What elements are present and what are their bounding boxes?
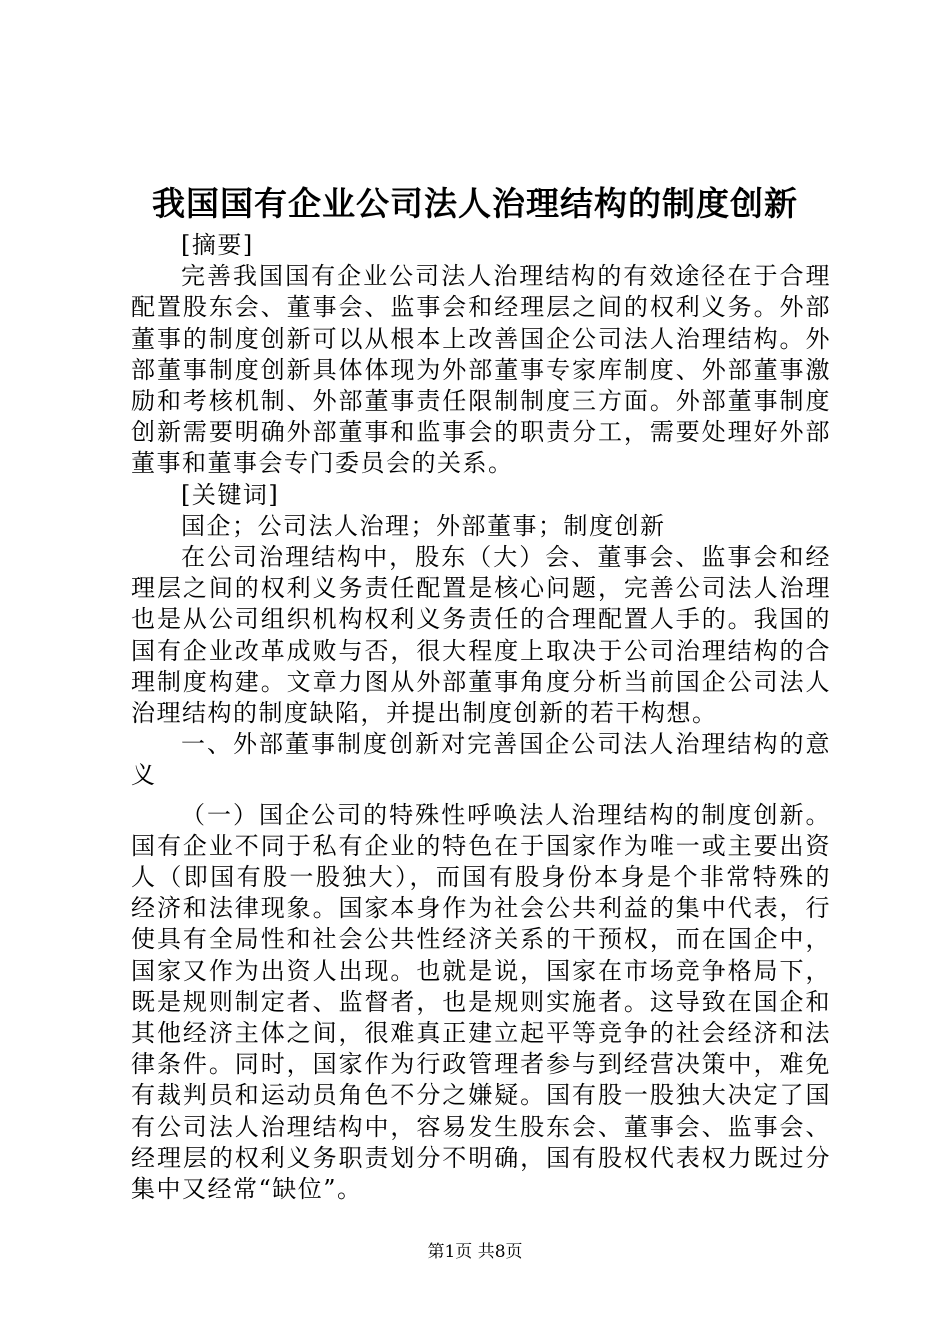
body-paragraph: （一）国企公司的特殊性呼唤法人治理结构的制度创新。国有企业不同于私有企业的特色在于国家作为唯一或主要出资人（即国有股一股独大），而国有股身份本身是个非常特殊的经济和法律现象。国家本身作为社会公共利益的集中代表，行使具有全局性和社会公共性经济关系的干预权，而在国企中，国家又作为出资人出现。也就是说，国家在市场竞争格局下，既是规则制定者、监督者，也是规则实施者。这导致在国企和其他经济主体之间，很难真正建立起平等竞争的社会经济和法律条件。同时，国家作为行政管理者参与到经营决策中，难免有裁判员和运动员角色不分之嫌疑。国有股一股独大决定了国有公司法人治理结构中，容易发生股东会、董事会、监事会、经理层的权利义务职责划分不明确，国有股权代表权力既过分集中又经常“缺位”。 — [131, 800, 831, 1204]
section-heading: 一、外部董事制度创新对完善国企公司法人治理结构的意义 — [131, 730, 831, 790]
document-title: 我国国有企业公司法人治理结构的制度创新 — [152, 184, 798, 223]
abstract-heading: [摘要] — [181, 231, 254, 259]
keywords-heading: [关键词] — [181, 480, 280, 509]
abstract-paragraph: 完善我国国有企业公司法人治理结构的有效途径在于合理配置股东会、董事会、监事会和经理层之间的权利义务。外部董事的制度创新可以从根本上改善国企公司法人治理结构。外部董事制度创新具体体现为外部董事专家库制度、外部董事激励和考核机制、外部董事责任限制制度三方面。外部董事制度创新需要明确外部董事和监事会的职责分工，需要处理好外部董事和董事会专门委员会的关系。 — [131, 262, 831, 478]
document-body — [131, 230, 831, 1205]
keywords-text: 国企；公司法人治理；外部董事；制度创新 — [181, 511, 666, 540]
page-number: 第1页 共8页 — [427, 1242, 523, 1262]
intro-paragraph: 在公司治理结构中，股东（大）会、董事会、监事会和经理层之间的权利义务责任配置是核心问题，完善公司法人治理也是从公司组织机构权利义务责任的合理配置人手的。我国的国有企业改革成败与否，很大程度上取决于公司治理结构的合理制度构建。文章力图从外部董事角度分析当前国企公司法人治理结构的制度缺陷，并提出制度创新的若干构想。 — [131, 543, 831, 728]
